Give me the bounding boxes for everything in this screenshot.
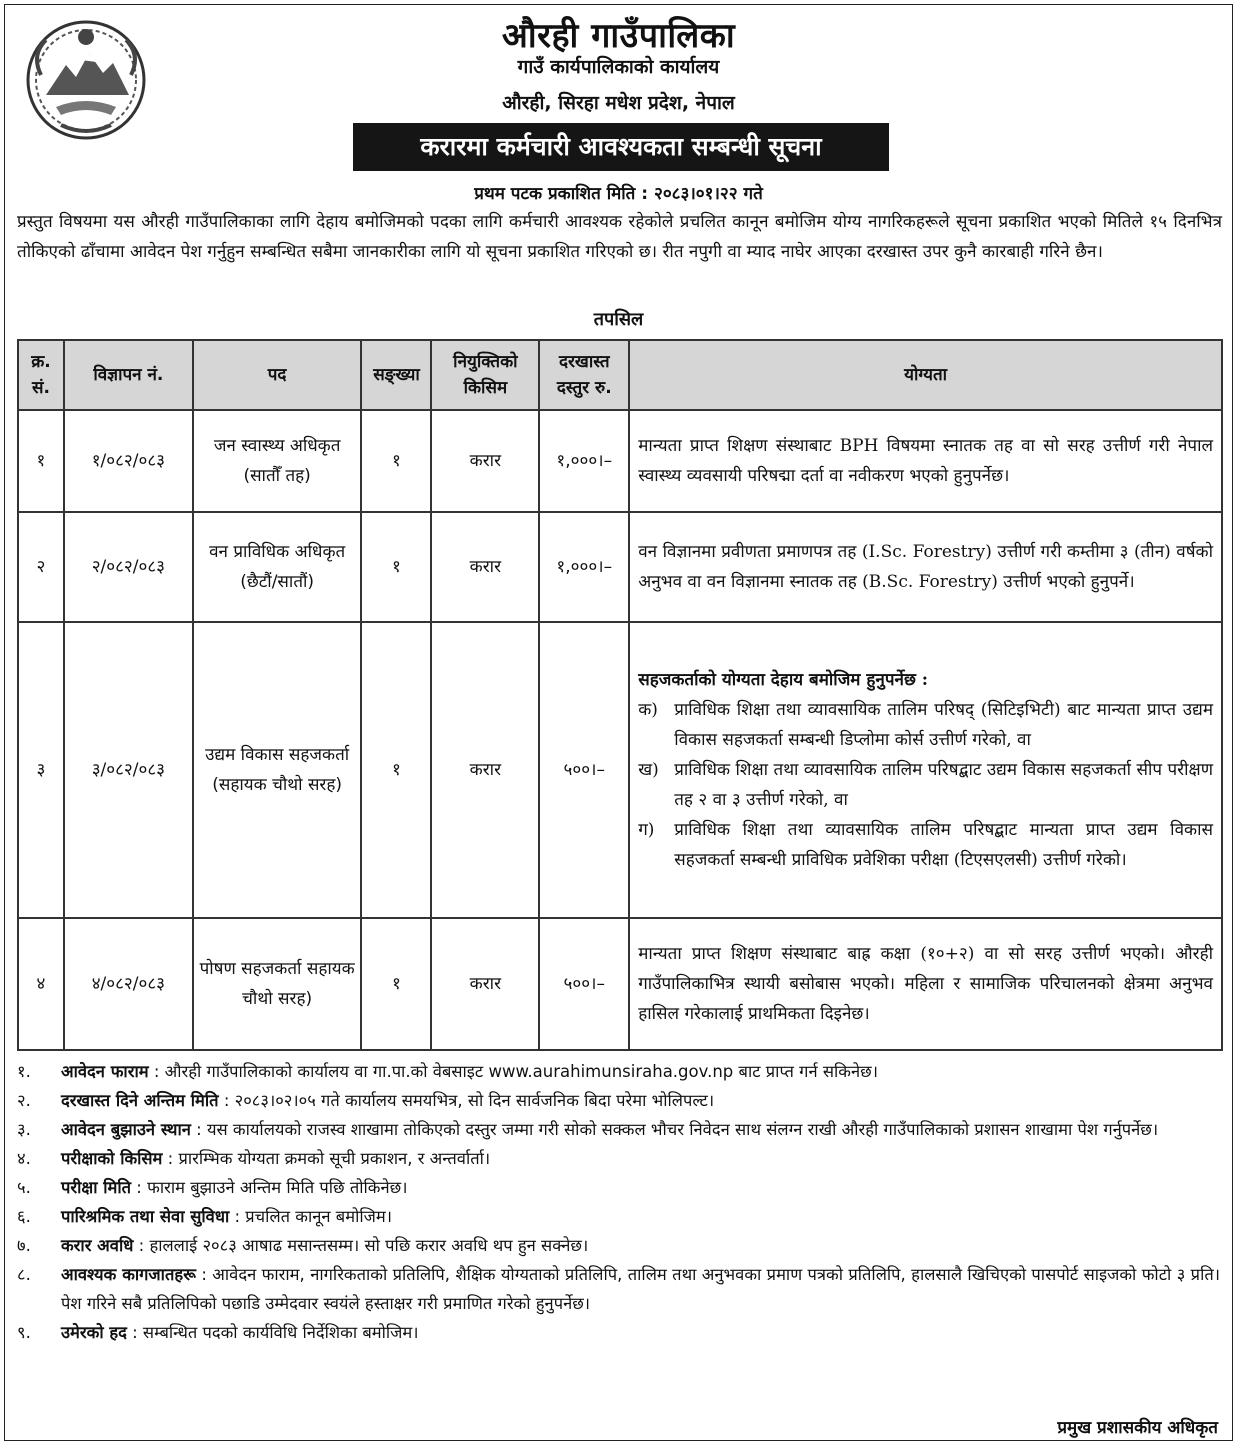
note-number: ८. bbox=[17, 1265, 31, 1284]
note-number: ९. bbox=[17, 1323, 31, 1342]
cell-qualification: वन विज्ञानमा प्रवीणता प्रमाणपत्र तह (I.Sc. Forestry) उत्तीर्ण गरी कम्तीमा ३ (तीन) वर्षको अनुभव वा वन विज्ञानमा स्नातक तह (B.Sc. Forestry) उत्तीर्ण भएको हुनुपर्ने। bbox=[629, 512, 1222, 622]
posts-table bbox=[17, 339, 1223, 1051]
cell-count: १ bbox=[361, 410, 431, 512]
note-number: ४. bbox=[17, 1149, 31, 1168]
table-row bbox=[18, 410, 1222, 512]
note-number: ७. bbox=[17, 1236, 31, 1255]
cell-qualification bbox=[629, 622, 1222, 918]
cell-type: करार bbox=[431, 622, 539, 918]
note-label: आवेदन फाराम bbox=[61, 1062, 149, 1081]
notice-title-banner: करारमा कर्मचारी आवश्यकता सम्बन्धी सूचना bbox=[353, 123, 889, 171]
office-address: औरही, सिरहा मधेश प्रदेश, नेपाल bbox=[502, 92, 735, 114]
cell-qualification: मान्यता प्राप्त शिक्षण संस्थाबाट BPH विषयमा स्नातक तह वा सो सरह उत्तीर्ण गरी नेपाल स्वास्थ्य व्यवसायी परिषद्मा दर्ता वा नवीकरण भएको हुनुपर्नेछ। bbox=[629, 410, 1222, 512]
header-count: सङ्ख्या bbox=[361, 340, 431, 410]
cell-type: करार bbox=[431, 918, 539, 1050]
note-label: उमेरको हद bbox=[61, 1323, 127, 1342]
note-text: : प्रचलित कानून बमोजिम। bbox=[229, 1207, 392, 1226]
details-heading: तपसिल bbox=[593, 309, 644, 330]
note-text: : आवेदन फाराम, नागरिकताको प्रतिलिपि, शैक्षिक योग्यताको प्रतिलिपि, तालिम तथा अनुभवका प्रमाण पत्रको प्रतिलिपि, हालसालै खिचिएको पासपोर्ट साइजको फोटो ३ प्रति। पेश गरिने सबै प्रतिलिपिको पछाडि उम्मेदवार स्वयंले हस्ताक्षर गरी प्रमाणित गरेको हुनुपर्नेछ। bbox=[61, 1265, 1220, 1313]
header-qualification: योग्यता bbox=[629, 340, 1222, 410]
qualification-heading: सहजकर्ताको योग्यता देहाय बमोजिम हुनुपर्नेछ : bbox=[638, 670, 929, 690]
cell-fee: ५००।– bbox=[539, 918, 629, 1050]
list-item bbox=[17, 1231, 1220, 1260]
item-marker: क) bbox=[638, 700, 658, 720]
note-number: १. bbox=[17, 1062, 31, 1081]
note-label: परीक्षाको किसिम bbox=[61, 1149, 163, 1168]
table-row bbox=[18, 622, 1222, 918]
cell-count: १ bbox=[361, 512, 431, 622]
note-text: : यस कार्यालयको राजस्व शाखामा तोकिएको दस्तुर जम्मा गरी सोको सक्कल भौचर निवेदन साथ संलग्न राखी औरही गाउँपालिकाको प्रशासन शाखामा पेश गर्नुपर्नेछ। bbox=[190, 1120, 1159, 1139]
note-text: : फाराम बुझाउने अन्तिम मिति पछि तोकिनेछ। bbox=[131, 1178, 408, 1197]
org-title: औरही गाउँपालिका bbox=[501, 16, 736, 56]
header-fee: दरखास्त दस्तुर रु. bbox=[539, 340, 629, 410]
cell-adv-no: २/०८२/०८३ bbox=[64, 512, 193, 622]
notes-list bbox=[17, 1057, 1220, 1347]
cell-sn: ३ bbox=[18, 622, 64, 918]
cell-post: वन प्राविधिक अधिकृत (छैटौं/सातौं) bbox=[193, 512, 362, 622]
intro-paragraph: प्रस्तुत विषयमा यस औरही गाउँपालिकाका लागि देहाय बमोजिमको पदका लागि कर्मचारी आवश्यक रहेकोले प्रचलित कानून बमोजिम योग्य नागरिकहरूले सूचना प्रकाशित भएको मितिले १५ दिनभित्र तोकिएको ढाँचामा आवेदन पेश गर्नुहुन सम्बन्धित सबैमा जानकारीका लागि यो सूचना प्रकाशित गरिएको छ। रीत नपुगी वा म्याद नाघेर आएका दरखास्त उपर कुनै कारबाही गरिने छैन। bbox=[17, 212, 1222, 262]
item-marker: ख) bbox=[638, 760, 659, 780]
note-label: करार अवधि bbox=[61, 1236, 134, 1255]
cell-fee: १,०००।– bbox=[539, 512, 629, 622]
table-header-row bbox=[18, 340, 1222, 410]
notice-page bbox=[4, 4, 1233, 1441]
cell-sn: २ bbox=[18, 512, 64, 622]
cell-post: उद्यम विकास सहजकर्ता (सहायक चौथो सरह) bbox=[193, 622, 362, 918]
table-row bbox=[18, 918, 1222, 1050]
qualification-item bbox=[638, 815, 1213, 875]
cell-adv-no: १/०८२/०८३ bbox=[64, 410, 193, 512]
signatory-title: प्रमुख प्रशासकीय अधिकृत bbox=[1057, 1418, 1218, 1438]
list-item bbox=[17, 1086, 1220, 1115]
cell-sn: ४ bbox=[18, 918, 64, 1050]
office-name: गाउँ कार्यपालिकाको कार्यालय bbox=[517, 56, 720, 78]
cell-post: पोषण सहजकर्ता सहायक चौथो सरह) bbox=[193, 918, 362, 1050]
cell-fee: १,०००।– bbox=[539, 410, 629, 512]
list-item bbox=[17, 1260, 1220, 1318]
note-label: आवेदन बुझाउने स्थान bbox=[61, 1120, 191, 1139]
item-marker: ग) bbox=[638, 820, 655, 840]
cell-type: करार bbox=[431, 512, 539, 622]
note-label: दरखास्त दिने अन्तिम मिति bbox=[61, 1091, 219, 1110]
cell-type: करार bbox=[431, 410, 539, 512]
qualification-item bbox=[638, 755, 1213, 815]
list-item bbox=[17, 1318, 1220, 1347]
note-number: ५. bbox=[17, 1178, 31, 1197]
note-label: आवश्यक कागजातहरू bbox=[61, 1265, 196, 1284]
cell-post: जन स्वास्थ्य अधिकृत (सातौँ तह) bbox=[193, 410, 362, 512]
notice-header bbox=[5, 5, 1232, 173]
list-item bbox=[17, 1202, 1220, 1231]
note-label: पारिश्रमिक तथा सेवा सुविधा bbox=[61, 1207, 230, 1226]
list-item bbox=[17, 1173, 1220, 1202]
note-text: : प्रारम्भिक योग्यता क्रमको सूची प्रकाशन, र अन्तर्वार्ता। bbox=[162, 1149, 491, 1168]
header-post: पद bbox=[193, 340, 362, 410]
item-text: प्राविधिक शिक्षा तथा व्यावसायिक तालिम परिषद्बाट उद्यम विकास सहजकर्ता सीप परीक्षण तह २ वा ३ उत्तीर्ण गरेको, वा bbox=[674, 760, 1213, 810]
note-text: : २०८३।०२।०५ गते कार्यालय समयभित्र, सो दिन सार्वजनिक बिदा परेमा भोलिपल्ट। bbox=[218, 1091, 715, 1110]
header-type: नियुक्तिको किसिम bbox=[431, 340, 539, 410]
note-text: : हाललाई २०८३ आषाढ मसान्तसम्म। सो पछि करार अवधि थप हुन सक्नेछ। bbox=[133, 1236, 589, 1255]
cell-count: १ bbox=[361, 622, 431, 918]
note-number: ३. bbox=[17, 1120, 31, 1139]
list-item bbox=[17, 1057, 1220, 1086]
cell-qualification: मान्यता प्राप्त शिक्षण संस्थाबाट बाह्र कक्षा (१०+२) वा सो सरह उत्तीर्ण भएको। औरही गाउँपालिकाभित्र स्थायी बसोबास भएको। महिला र सामाजिक परिचालनको क्षेत्रमा अनुभव हासिल गरेकालाई प्राथमिकता दिइनेछ। bbox=[629, 918, 1222, 1050]
cell-sn: १ bbox=[18, 410, 64, 512]
cell-count: १ bbox=[361, 918, 431, 1050]
note-text: : औरही गाउँपालिकाको कार्यालय वा गा.पा.को वेबसाइट www.aurahimunsiraha.gov.np बाट प्राप्त गर्न सकिनेछ। bbox=[148, 1062, 878, 1081]
list-item bbox=[17, 1115, 1220, 1144]
note-text: : सम्बन्धित पदको कार्यविधि निर्देशिका बमोजिम। bbox=[126, 1323, 419, 1342]
publish-date: प्रथम पटक प्रकाशित मिति : २०८३।०१।२२ गते bbox=[474, 184, 763, 204]
header-adv-no: विज्ञापन नं. bbox=[64, 340, 193, 410]
item-text: प्राविधिक शिक्षा तथा व्यावसायिक तालिम परिषद्बाट मान्यता प्राप्त उद्यम विकास सहजकर्ता सम्बन्धी प्राविधिक प्रवेशिका परीक्षा (टिएसएलसी) उत्तीर्ण गरेको। bbox=[674, 820, 1213, 870]
cell-adv-no: ३/०८२/०८३ bbox=[64, 622, 193, 918]
qualification-item bbox=[638, 695, 1213, 755]
header-sn: क्र. सं. bbox=[18, 340, 64, 410]
cell-adv-no: ४/०८२/०८३ bbox=[64, 918, 193, 1050]
table-row bbox=[18, 512, 1222, 622]
cell-fee: ५००।– bbox=[539, 622, 629, 918]
note-label: परीक्षा मिति bbox=[61, 1178, 132, 1197]
item-text: प्राविधिक शिक्षा तथा व्यावसायिक तालिम परिषद् (सिटिइभिटी) बाट मान्यता प्राप्त उद्यम विकास सहजकर्ता सम्बन्धी डिप्लोमा कोर्स उत्तीर्ण गरेको, वा bbox=[674, 700, 1213, 750]
list-item bbox=[17, 1144, 1220, 1173]
note-number: ६. bbox=[17, 1207, 31, 1226]
note-number: २. bbox=[17, 1091, 31, 1110]
